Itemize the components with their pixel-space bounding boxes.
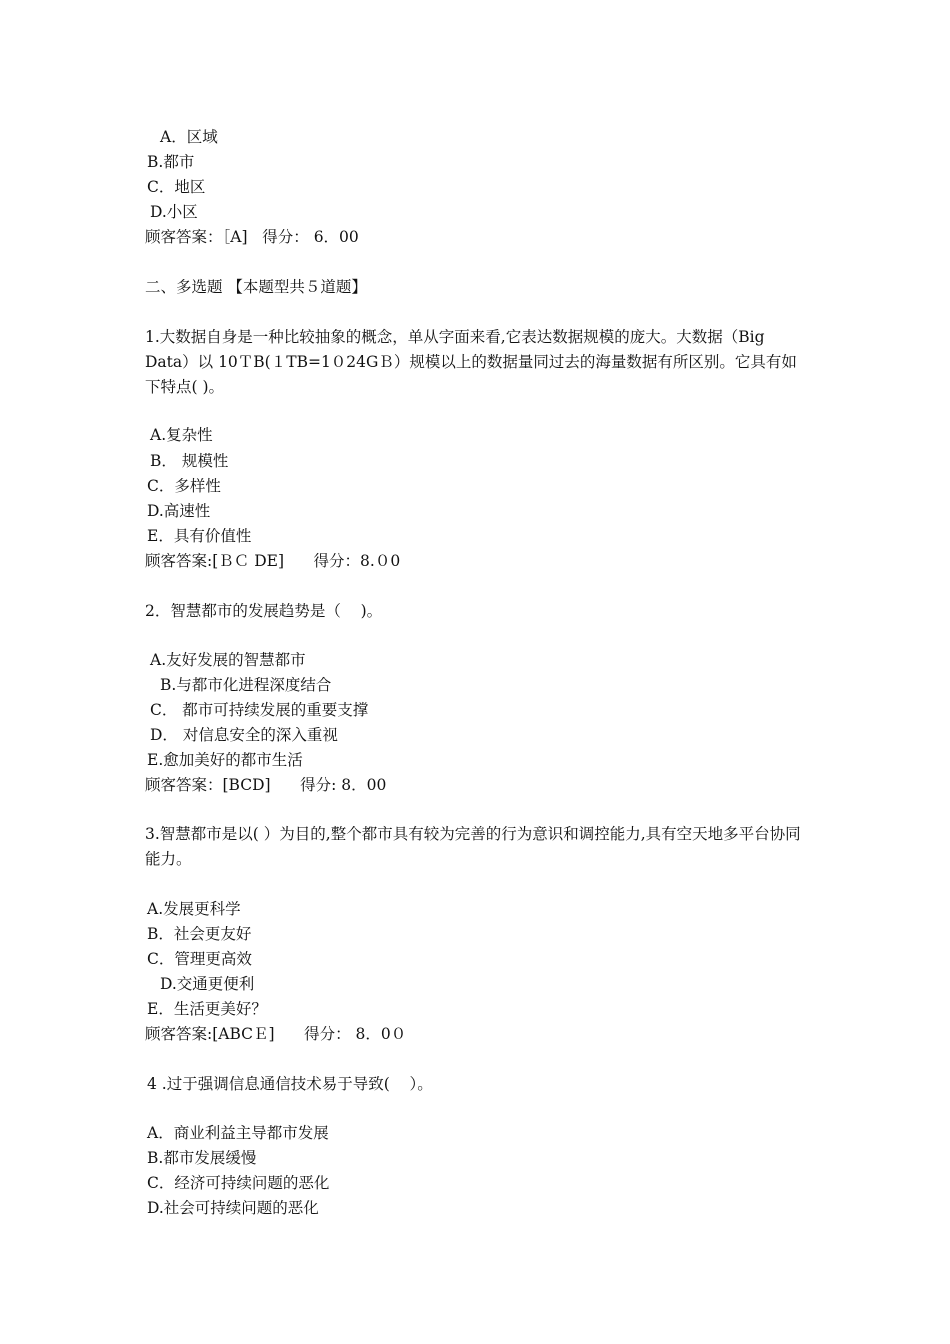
option-c: C．管理更高效 [147, 950, 252, 968]
option-d: D． 对信息安全的深入重视 [150, 726, 338, 744]
option-b: B.与都市化进程深度结合 [160, 676, 332, 694]
customer-answer: 顾客答案：[BCD] 得分: 8．00 [145, 776, 387, 794]
question-stem: 1.大数据自身是一种比较抽象的概念，单从字面来看,它表达数据规模的庞大。大数据（Big Data）以 10ＴB(１TB=1０24GＢ）规模以上的数据量同过去的海量数据有所区别。它具有如下特点( )。 [145, 328, 797, 396]
option-c: C． 都市可持续发展的重要支撑 [150, 701, 369, 719]
option-b: B． 规模性 [150, 452, 229, 470]
option-a: A.友好发展的智慧都市 [150, 651, 306, 669]
option-e: E.愈加美好的都市生活 [147, 751, 303, 769]
option-c: C．地区 [147, 178, 206, 196]
option-d: D.高速性 [147, 502, 211, 520]
option-a: A.复杂性 [150, 426, 213, 444]
option-e: E．具有价值性 [147, 527, 252, 545]
customer-answer: 顾客答案:[ABCＥ] 得分： 8．0０ [145, 1025, 407, 1043]
option-d: D.社会可持续问题的恶化 [147, 1199, 319, 1217]
option-d: D.交通更便利 [160, 975, 255, 993]
section-heading: 二、多选题 【本题型共５道题】 [145, 278, 367, 296]
option-d: D.小区 [150, 203, 198, 221]
question-stem: 2．智慧都市的发展趋势是（ )。 [145, 602, 383, 620]
customer-answer: 顾客答案:[ＢＣ DE] 得分：8.０0 [145, 552, 401, 570]
question-stem: 4 .过于强调信息通信技术易于导致( ）。 [147, 1075, 433, 1093]
option-a: A．商业利益主导都市发展 [147, 1124, 329, 1142]
option-e: E．生活更美好？ [147, 1000, 267, 1018]
option-b: B．社会更友好 [147, 925, 252, 943]
option-a: A.发展更科学 [147, 900, 241, 918]
option-c: C．经济可持续问题的恶化 [147, 1174, 330, 1192]
option-c: C．多样性 [147, 477, 221, 495]
option-b: B.都市发展缓慢 [147, 1149, 257, 1167]
customer-answer: 顾客答案：［A] 得分： 6．00 [145, 228, 359, 246]
option-a: A．区域 [160, 128, 218, 146]
question-stem: 3.智慧都市是以( ）为目的,整个都市具有较为完善的行为意识和调控能力,具有空天地多平台协同能力。 [145, 825, 801, 868]
option-b: B.都市 [147, 153, 195, 171]
